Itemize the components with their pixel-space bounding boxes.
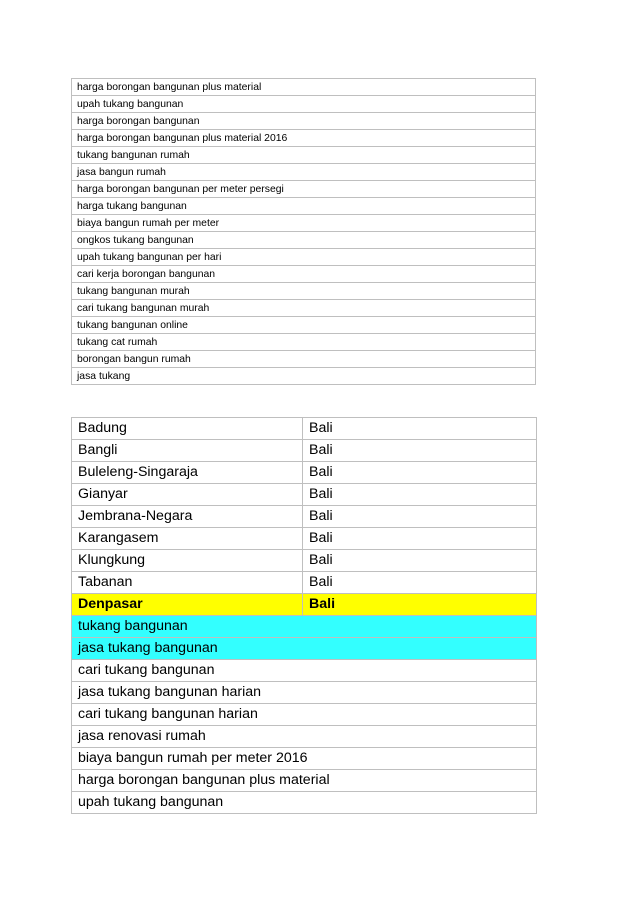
keyword-cell: cari tukang bangunan: [72, 660, 537, 682]
province-cell: Bali: [303, 528, 537, 550]
table-row: [72, 550, 537, 572]
keyword-cell: jasa tukang bangunan: [72, 638, 537, 660]
table-row: [72, 113, 536, 130]
table-row: [72, 484, 537, 506]
table-row: [72, 198, 536, 215]
city-cell: Karangasem: [72, 528, 303, 550]
table-row: [72, 96, 536, 113]
province-cell: Bali: [303, 418, 537, 440]
table-row: [72, 130, 536, 147]
keyword-cell: tukang bangunan rumah: [72, 147, 536, 164]
keyword-cell: ongkos tukang bangunan: [72, 232, 536, 249]
table-row: [72, 748, 537, 770]
table-row: [72, 682, 537, 704]
table-row: [72, 440, 537, 462]
highlighted-table-row: [72, 594, 537, 616]
table-row: [72, 283, 536, 300]
keyword-cell: harga borongan bangunan plus material: [72, 770, 537, 792]
keyword-cell: tukang bangunan murah: [72, 283, 536, 300]
keyword-cell: harga borongan bangunan per meter persegi: [72, 181, 536, 198]
city-cell: Denpasar: [72, 594, 303, 616]
keyword-cell: tukang cat rumah: [72, 334, 536, 351]
highlighted-table-row: [72, 616, 537, 638]
table-row: [72, 300, 536, 317]
keyword-cell: upah tukang bangunan: [72, 792, 537, 814]
city-cell: Badung: [72, 418, 303, 440]
keyword-cell: jasa renovasi rumah: [72, 726, 537, 748]
table-row: [72, 79, 536, 96]
province-cell: Bali: [303, 594, 537, 616]
city-cell: Tabanan: [72, 572, 303, 594]
keyword-cell: cari kerja borongan bangunan: [72, 266, 536, 283]
table-row: [72, 368, 536, 385]
highlighted-table-row: [72, 638, 537, 660]
table-row: [72, 181, 536, 198]
keyword-cell: upah tukang bangunan per hari: [72, 249, 536, 266]
keyword-cell: harga tukang bangunan: [72, 198, 536, 215]
table-row: [72, 704, 537, 726]
province-cell: Bali: [303, 506, 537, 528]
table-row: [72, 147, 536, 164]
table-row: [72, 726, 537, 748]
keyword-cell: jasa bangun rumah: [72, 164, 536, 181]
city-cell: Gianyar: [72, 484, 303, 506]
keyword-cell: cari tukang bangunan harian: [72, 704, 537, 726]
table-row: [72, 215, 536, 232]
keyword-cell: tukang bangunan online: [72, 317, 536, 334]
keyword-cell: jasa tukang: [72, 368, 536, 385]
table-row: [72, 317, 536, 334]
table-row: [72, 418, 537, 440]
table-row: [72, 334, 536, 351]
keyword-cell: upah tukang bangunan: [72, 96, 536, 113]
table-row: [72, 249, 536, 266]
keyword-table-small: [71, 78, 536, 385]
keyword-cell: biaya bangun rumah per meter 2016: [72, 748, 537, 770]
province-cell: Bali: [303, 440, 537, 462]
city-cell: Jembrana-Negara: [72, 506, 303, 528]
table-row: [72, 351, 536, 368]
table-row: [72, 164, 536, 181]
table-row: [72, 232, 536, 249]
location-keyword-table: [71, 417, 537, 814]
table-row: [72, 770, 537, 792]
keyword-cell: cari tukang bangunan murah: [72, 300, 536, 317]
keyword-cell: jasa tukang bangunan harian: [72, 682, 537, 704]
keyword-cell: tukang bangunan: [72, 616, 537, 638]
table-row: [72, 660, 537, 682]
province-cell: Bali: [303, 484, 537, 506]
keyword-cell: harga borongan bangunan plus material 2016: [72, 130, 536, 147]
city-cell: Bangli: [72, 440, 303, 462]
city-cell: Klungkung: [72, 550, 303, 572]
keyword-cell: borongan bangun rumah: [72, 351, 536, 368]
keyword-cell: harga borongan bangunan plus material: [72, 79, 536, 96]
table-row: [72, 528, 537, 550]
city-cell: Buleleng-Singaraja: [72, 462, 303, 484]
table-row: [72, 506, 537, 528]
table-row: [72, 266, 536, 283]
table-row: [72, 792, 537, 814]
table-row: [72, 572, 537, 594]
province-cell: Bali: [303, 462, 537, 484]
province-cell: Bali: [303, 572, 537, 594]
table-row: [72, 462, 537, 484]
province-cell: Bali: [303, 550, 537, 572]
keyword-cell: biaya bangun rumah per meter: [72, 215, 536, 232]
keyword-cell: harga borongan bangunan: [72, 113, 536, 130]
